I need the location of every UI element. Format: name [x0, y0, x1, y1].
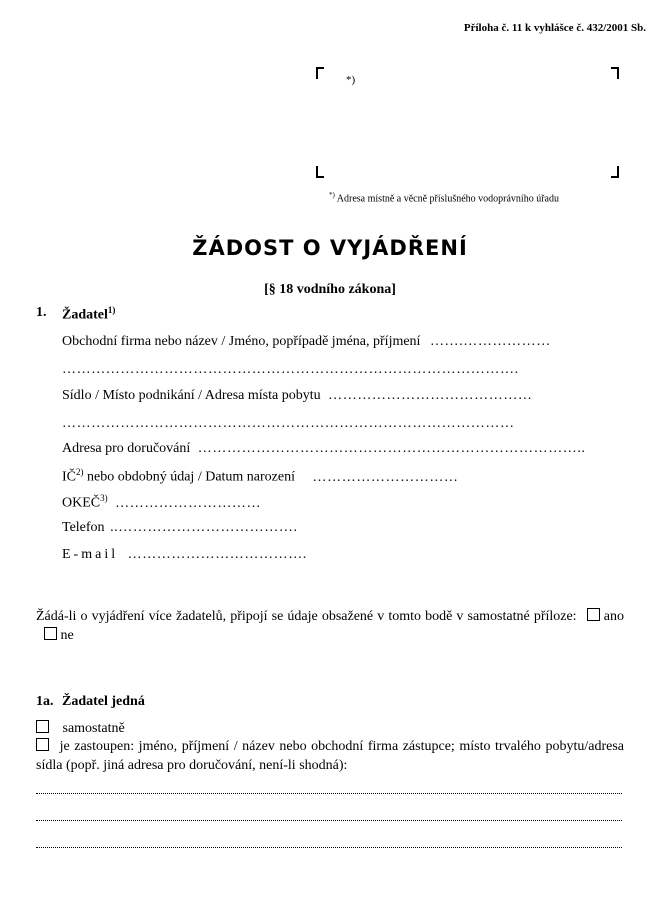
address-star-mark: *) [346, 74, 356, 86]
section1-number: 1. [36, 305, 47, 320]
phone-field[interactable] [62, 520, 298, 536]
address-footnote-text: Adresa místně a věcně příslušného vodoprávního úřadu [336, 193, 559, 205]
represented-checkbox[interactable] [36, 738, 49, 751]
okec-field[interactable] [62, 493, 261, 512]
name-continuation-line[interactable]: …………………………………………………………………………………. [62, 362, 519, 377]
annex-yes-label: ano [603, 609, 625, 624]
delivery-label: Adresa pro doručování [62, 441, 191, 456]
address-footnote-mark: *) [329, 191, 335, 199]
phone-label: Telefon [62, 520, 105, 535]
section1-heading [62, 305, 115, 324]
seat-dots: …………………………………… [328, 388, 533, 403]
email-field[interactable] [62, 547, 307, 563]
address-footnote [329, 191, 559, 204]
ic-label-prefix: IČ [62, 469, 76, 485]
delivery-address-field[interactable] [62, 441, 586, 457]
alone-label: samostatně [62, 721, 125, 736]
representative-line-1[interactable] [36, 793, 622, 794]
annex-no-label: ne [60, 628, 74, 643]
section1-heading-sup: 1) [107, 305, 116, 315]
representative-line-3[interactable] [36, 847, 622, 848]
phone-dots: ..………………………………. [110, 520, 298, 535]
ic-dots: ………………………… [312, 469, 459, 485]
address-corner-bottom-left [316, 166, 324, 178]
seat-label: Sídlo / Místo podnikání / Adresa místa pobytu [62, 388, 321, 403]
alone-checkbox[interactable] [36, 720, 49, 733]
section1a-number: 1a. [36, 694, 54, 709]
form-subtitle: [§ 18 vodního zákona] [264, 282, 396, 297]
section1-heading-text: Žadatel [62, 307, 108, 323]
annex-no-checkbox[interactable] [44, 627, 57, 640]
seat-field[interactable] [62, 388, 533, 404]
okec-sup: 3) [100, 493, 108, 503]
address-corner-top-left [316, 67, 324, 79]
ic-sup: 2) [76, 467, 84, 477]
email-label: E-mail [62, 547, 119, 562]
option-represented[interactable] [36, 737, 624, 775]
delivery-dots: …………………………………………………………………….. [197, 441, 586, 456]
ic-field[interactable] [62, 467, 459, 486]
name-label: Obchodní firma nebo název / Jméno, popřípadě jména, příjmení [62, 334, 421, 349]
name-field[interactable] [62, 334, 551, 350]
representative-line-2[interactable] [36, 820, 622, 821]
annex-yes-checkbox[interactable] [587, 608, 600, 621]
name-dots: …….……………… [429, 334, 551, 349]
multi-applicants-text: Žádá-li o vyjádření více žadatelů, připojí se údaje obsažené v tomto bodě v samostatné příloze: [36, 609, 577, 624]
ic-label-rest: nebo obdobný údaj / Datum narození [87, 469, 296, 485]
okec-label: OKEČ [62, 495, 101, 511]
form-title: ŽÁDOST O VYJÁDŘENÍ [192, 236, 468, 260]
seat-continuation-line[interactable]: ………………………………………………………………………………… [62, 416, 515, 431]
okec-dots: ………………………… [115, 495, 262, 511]
annex-note: Příloha č. 11 k vyhlášce č. 432/2001 Sb. [463, 22, 646, 34]
section1a-heading: Žadatel jedná [62, 694, 145, 709]
represented-label: je zastoupen: jméno, příjmení / název nebo obchodní firma zástupce; místo trvalého pobytu/adresa sídla (popř. jiná adresa pro doručování, není-li shodná): [36, 739, 625, 773]
option-alone[interactable] [36, 720, 125, 737]
multi-applicants-paragraph [36, 607, 624, 645]
address-corner-top-right [611, 67, 619, 79]
address-corner-bottom-right [611, 166, 619, 178]
email-dots: ………………………………. [127, 547, 307, 562]
